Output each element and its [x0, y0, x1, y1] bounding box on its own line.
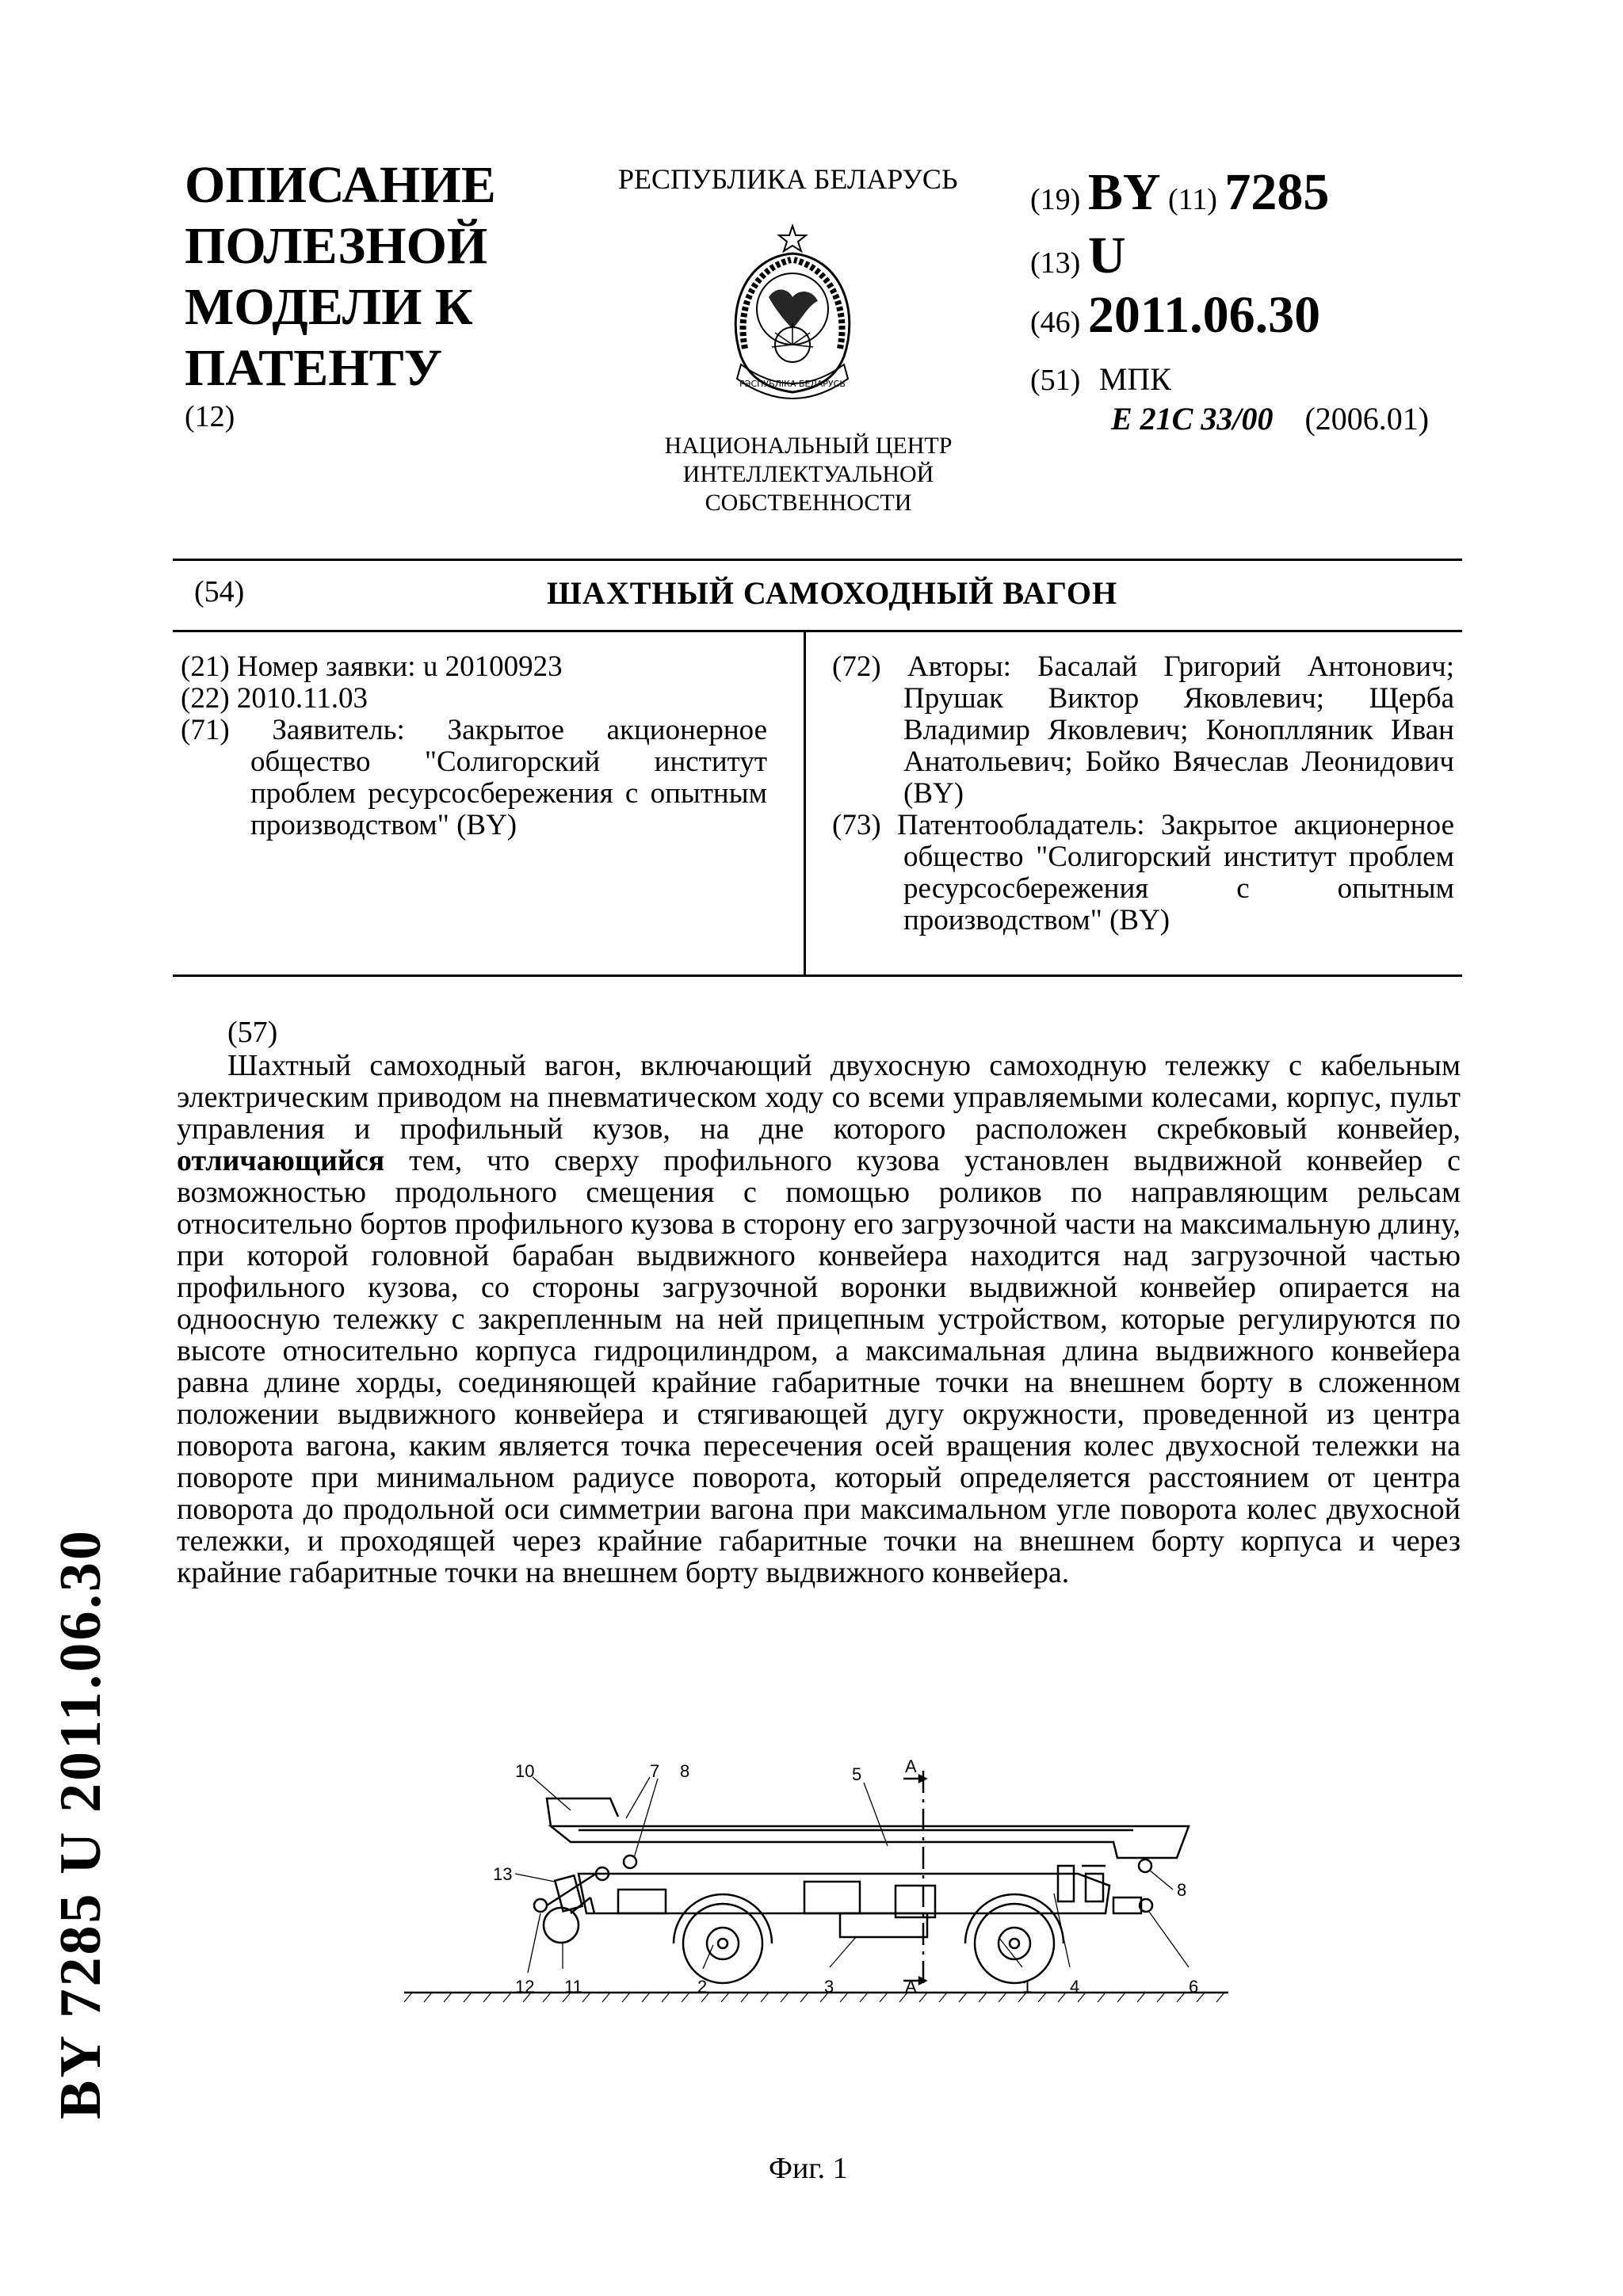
left-column [181, 651, 767, 841]
tag-51: (51) [1030, 364, 1081, 397]
fig-label: 4 [1070, 1977, 1080, 1997]
ipc-label: МПК [1098, 361, 1171, 397]
state-emblem-icon [713, 222, 872, 420]
side-document-code: BY 7285 U 2011.06.30 [48, 1528, 113, 2119]
fig-label: 5 [852, 1764, 862, 1784]
authors: (72) Авторы: Басалай Григорий Антонович; Прушак Виктор Яковлевич; Щерба Владимир Яковлевич; Коноплляник Иван Анатольевич; Бойко Вячеслав Леонидович (BY) [832, 650, 1454, 810]
fig-label: А [905, 1977, 917, 1997]
biblio-country-number [1030, 162, 1329, 223]
fig-label: 12 [515, 1977, 535, 1997]
republic-name: РЕСПУБЛИКА БЕЛАРУСЬ [618, 163, 958, 195]
fig-label: 2 [697, 1977, 708, 1997]
applicant: (71) Заявитель: Закрытое акционерное общество "Солигорский институт проблем ресурсосбережения с опытным производством" (BY) [181, 714, 767, 841]
ipc-version: (2006.01) [1304, 401, 1430, 437]
fig-label: 3 [824, 1977, 834, 1997]
fig-label: 11 [564, 1977, 582, 1997]
ipc-classification [1111, 400, 1429, 437]
center-name-line: СОБСТВЕННОСТИ [705, 490, 912, 516]
kind-code: U [1087, 227, 1126, 284]
tag-11: (11) [1168, 183, 1217, 216]
center-name-line: НАЦИОНАЛЬНЫЙ ЦЕНТР [664, 433, 953, 459]
publication-date: 2011.06.30 [1087, 286, 1321, 344]
tag-19: (19) [1030, 183, 1081, 216]
figure-1-drawing [396, 1755, 1236, 2064]
biblio-date [1030, 285, 1320, 345]
biblio-ipc-label [1030, 360, 1171, 398]
national-center-name [618, 432, 999, 517]
fig-label: А [905, 1756, 917, 1776]
abstract-text-1: Шахтный самоходный вагон, включающий двухосную самоходную тележку с кабельным электрическим приводом на пневматическом ходу со всеми управляемыми колесами, корпус, пульт управления и профильный кузов, на дне которого расположен скребковый конвейер, [177, 1049, 1461, 1146]
figure-caption: Фиг. 1 [769, 2152, 848, 2185]
tag-13: (13) [1030, 246, 1081, 280]
tag-54: (54) [194, 575, 245, 608]
title-line: МОДЕЛИ К [185, 278, 473, 336]
tag-46: (46) [1030, 306, 1081, 339]
country-code: BY [1087, 163, 1161, 221]
title-line: ОПИСАНИЕ [185, 156, 496, 214]
filing-date: (22) 2010.11.03 [181, 682, 369, 715]
patent-holder: (73) Патентообладатель: Закрытое акционерное общество "Солигорский институт проблем ресурсосбережения с опытным производством" (BY) [832, 809, 1454, 936]
emblem-ribbon-text: РЭСПУБЛІКА БЕЛАРУСЬ [739, 379, 846, 389]
invention-title: ШАХТНЫЙ САМОХОДНЫЙ ВАГОН [547, 575, 1118, 611]
top-rule [173, 559, 1462, 561]
fig-label: 6 [1189, 1977, 1199, 1997]
fig-label: 8 [680, 1761, 690, 1781]
abstract-text-2: тем, что сверху профильного кузова установлен выдвижной конвейер с возможностью продольного смещения с помощью роликов по направляющим рельсам относительно бортов профильного кузова в сторону его загрузочной части на максимальную длину, при которой головной барабан выдвижного конвейера находится над загрузочной частью профильного кузова, со стороны загрузочной воронки выдвижной конвейер опирается на одноосную тележку с закрепленным на ней прицепным устройством, которые регулируются по высоте относительно корпуса гидроцилиндром, а максимальная длина выдвижного конвейера равна длине хорды, соединяющей крайние габаритные точки на внешнем борту в сложенном положении выдвижного конвейера и стягивающей дугу окружности, проведенной из центра поворота вагона, каким является точка пересечения осей вращения колес двухосной тележки на повороте при минимальном радиусе поворота, который определяется расстоянием от центра поворота до продольной оси симметрии вагона при максимальном угле поворота колес двухосной тележки, и проходящей через крайние габаритные точки на внешнем борту корпуса и через крайние габаритные точки на внешнем борту выдвижного конвейера. [177, 1144, 1461, 1589]
title-line: ПАТЕНТУ [185, 339, 443, 397]
abstract-paragraph [177, 1050, 1461, 1589]
title-line: ПОЛЕЗНОЙ [185, 217, 488, 275]
abstract [177, 1050, 1461, 1589]
fig-label: 8 [1177, 1880, 1187, 1900]
center-name-line: ИНТЕЛЛЕКТУАЛЬНОЙ [682, 461, 934, 487]
fig-label: 7 [650, 1761, 660, 1781]
column-divider [804, 631, 806, 976]
patent-number: 7285 [1224, 163, 1330, 221]
document-title [185, 154, 533, 399]
tag-57: (57) [227, 1016, 278, 1049]
abstract-keyword: отличающийся [177, 1144, 385, 1177]
kind-code-12: (12) [185, 400, 235, 433]
fig-label: 13 [493, 1864, 513, 1884]
ipc-code: E 21C 33/00 [1111, 401, 1274, 437]
biblio-kind [1030, 226, 1125, 286]
mid-rule [173, 630, 1462, 632]
application-number: (21) Номер заявки: u 20100923 [181, 650, 563, 683]
fig-label: 10 [515, 1761, 535, 1781]
bottom-rule [173, 974, 1462, 977]
fig-label: 1 [1022, 1977, 1033, 1997]
right-column [832, 651, 1454, 936]
